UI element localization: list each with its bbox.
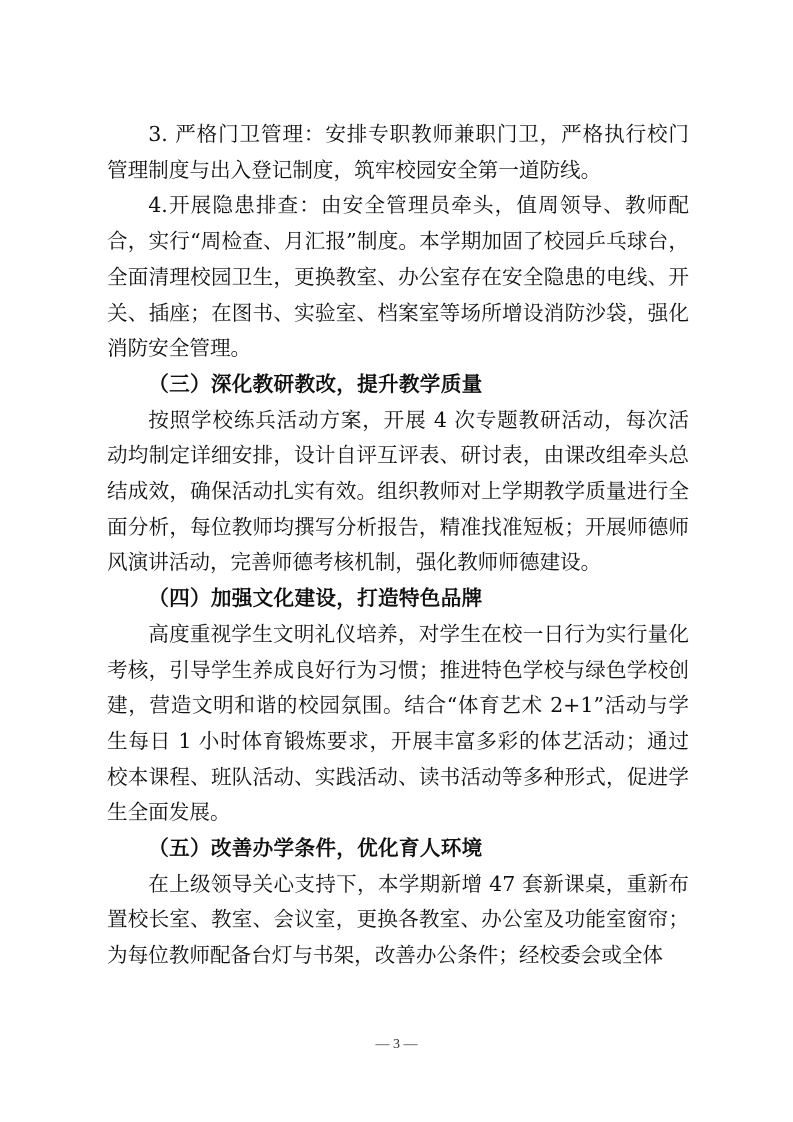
paragraph-culture-building: 高度重视学生文明礼仪培养，对学生在校一日行为实行量化考核，引导学生养成良好行为习惯；推进特色学校与绿色学校创建，营造文明和谐的校园氛围。结合“体育艺术 2+1”活动与学生每日 1 小时体育锻炼要求，开展丰富多彩的体艺活动；通过校本课程、班队活动、实践活动、读书活动等多种形式，促进学生全面发展。: [107, 621, 689, 825]
section-heading-teaching-research: （三）深化教研教改，提升教学质量: [148, 371, 483, 396]
paragraph-hazard-inspection: 4.开展隐患排查：由安全管理员牵头，值周领导、教师配合，实行“周检查、月汇报”制度。本学期加固了校园乒乓球台，全面清理校园卫生，更换教室、办公室存在安全隐患的电线、开关、插座；在图书、实验室、档案室等场所增设消防沙袋，强化消防安全管理。: [107, 193, 689, 361]
document-body: [107, 117, 689, 974]
section-heading-culture-building: （四）加强文化建设，打造特色品牌: [148, 586, 483, 611]
page-number: — 3 —: [375, 1037, 418, 1052]
paragraph-teaching-research: 按照学校练兵活动方案，开展 4 次专题教研活动，每次活动均制定详细安排，设计自评互评表、研讨表，由课改组牵头总结成效，确保活动扎实有效。组织教师对上学期教学质量进行全面分析，每位教师均撰写分析报告，精准找准短板；开展师德师风演讲活动，完善师德考核机制，强化教师师德建设。: [107, 407, 689, 575]
section-heading-school-conditions: （五）改善办学条件，优化育人环境: [148, 836, 483, 861]
paragraph-school-conditions: 在上级领导关心支持下，本学期新增 47 套新课桌，重新布置校长室、教室、会议室，更换各教室、办公室及功能室窗帘；为每位教师配备台灯与书架，改善办公条件；经校委会或全体: [107, 871, 689, 968]
paragraph-gate-management: 3. 严格门卫管理：安排专职教师兼职门卫，严格执行校门管理制度与出入登记制度，筑牢校园安全第一道防线。: [107, 122, 689, 182]
